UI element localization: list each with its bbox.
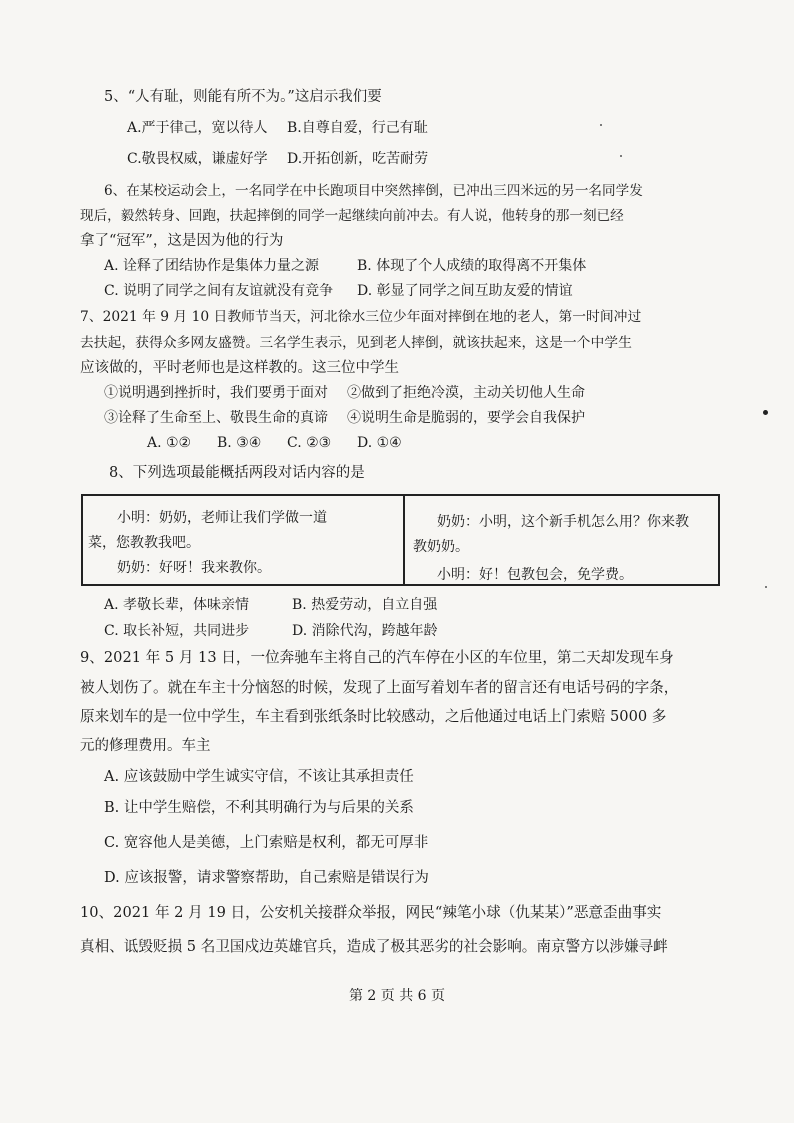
- q5-option-d: D.开拓创新，吃苦耐劳: [287, 151, 429, 167]
- dialog-left-line-1: 小明：奶奶，老师让我们学做一道: [117, 510, 327, 526]
- q7-line-1: 7、2021 年 9 月 10 日教师节当天，河北徐水三位少年面对摔倒在地的老人，第一时间冲过: [80, 309, 642, 325]
- dialog-divider: [403, 496, 405, 584]
- q7-option-a: A. ①②: [147, 435, 192, 451]
- q9-line-3: 原来划车的是一位中学生，车主看到张纸条时比较感动，之后他通过电话上门索赔 5000 多: [80, 708, 667, 725]
- q8-option-b: B. 热爱劳动，自立自强: [292, 597, 438, 613]
- q10-line-1: 10、2021 年 2 月 19 日，公安机关接群众举报，网民“辣笔小球（仇某某）”恶意歪曲事实: [80, 904, 662, 921]
- q6-option-b: B. 体现了个人成绩的取得离不开集体: [357, 258, 587, 274]
- q9-option-d: D. 应该报警，请求警察帮助，自己索赔是错误行为: [104, 870, 429, 886]
- q8-option-a: A. 孝敬长辈，体味亲情: [104, 597, 250, 613]
- q10-line-2: 真相、诋毁贬损 5 名卫国戍边英雄官兵，造成了极其恶劣的社会影响。南京警方以涉嫌寻衅: [80, 938, 668, 955]
- q9-line-1: 9、2021 年 5 月 13 日，一位奔驰车主将自己的汽车停在小区的车位里，第二天却发现车身: [80, 649, 674, 666]
- dialog-right-line-3: 小明：好！包教包会，免学费。: [437, 567, 633, 583]
- q9-line-4: 元的修理费用。车主: [80, 738, 211, 754]
- q7-statement-2: ②做到了拒绝冷漠，主动关切他人生命: [347, 385, 585, 401]
- q8-stem: 8、下列选项最能概括两段对话内容的是: [109, 465, 365, 481]
- dialog-right-line-1: 奶奶：小明，这个新手机怎么用？你来教: [437, 514, 689, 530]
- q8-dialog-box: [81, 494, 720, 586]
- q6-option-c: C. 说明了同学之间有友谊就没有竞争: [104, 283, 334, 299]
- q5-option-b: B.自尊自爱，行己有耻: [287, 120, 428, 136]
- dialog-right-line-2: 教奶奶。: [413, 539, 469, 555]
- q9-option-a: A. 应该鼓励中学生诚实守信，不该让其承担责任: [104, 769, 414, 785]
- q7-statement-4: ④说明生命是脆弱的，要学会自我保护: [347, 410, 585, 426]
- scan-speck: [765, 586, 767, 588]
- q6-line-2: 现后，毅然转身、回跑，扶起摔倒的同学一起继续向前冲去。有人说，他转身的那一刻已经: [80, 208, 624, 224]
- page-number-footer: 第 2 页 共 6 页: [348, 988, 446, 1004]
- q8-option-d: D. 消除代沟，跨越年龄: [292, 623, 438, 639]
- q9-option-c: C. 宽容他人是美德，上门索赔是权利，都无可厚非: [104, 835, 429, 851]
- q7-option-c: C. ②③: [287, 435, 332, 451]
- q9-line-2: 被人划伤了。就在车主十分恼怒的时候，发现了上面写着划车者的留言还有电话号码的字条，: [80, 679, 679, 696]
- scan-speck: [620, 155, 622, 157]
- q7-statement-3: ③诠释了生命至上、敬畏生命的真谛: [104, 410, 328, 426]
- scan-speck: [600, 124, 602, 126]
- q7-option-d: D. ①④: [357, 435, 402, 451]
- q5-stem: 5、“人有耻，则能有所不为。”这启示我们要: [104, 89, 382, 105]
- scan-speck: [763, 410, 768, 415]
- q7-line-3: 应该做的，平时老师也是这样教的。这三位中学生: [80, 360, 399, 376]
- q6-line-1: 6、在某校运动会上，一名同学在中长跑项目中突然摔倒，已冲出三四米远的另一名同学发: [104, 183, 643, 199]
- q6-line-3: 拿了“冠军”，这是因为他的行为: [80, 233, 284, 249]
- q6-option-a: A. 诠释了团结协作是集体力量之源: [104, 258, 320, 274]
- dialog-left-line-2: 菜，您教教我吧。: [88, 535, 200, 551]
- q7-option-b: B. ③④: [217, 435, 262, 451]
- q7-line-2: 去扶起，获得众多网友盛赞。三名学生表示，见到老人摔倒，就该扶起来，这是一个中学生: [80, 335, 632, 351]
- q9-option-b: B. 让中学生赔偿，不利其明确行为与后果的关系: [104, 800, 414, 816]
- q5-option-a: A.严于律己，宽以待人: [127, 120, 268, 136]
- q5-option-c: C.敬畏权威，谦虚好学: [127, 151, 268, 167]
- q6-option-d: D. 彰显了同学之间互助友爱的情谊: [357, 283, 573, 299]
- q8-option-c: C. 取长补短，共同进步: [104, 623, 250, 639]
- dialog-left-line-3: 奶奶：好呀！我来教你。: [117, 560, 271, 576]
- q7-statement-1: ①说明遇到挫折时，我们要勇于面对: [104, 385, 328, 401]
